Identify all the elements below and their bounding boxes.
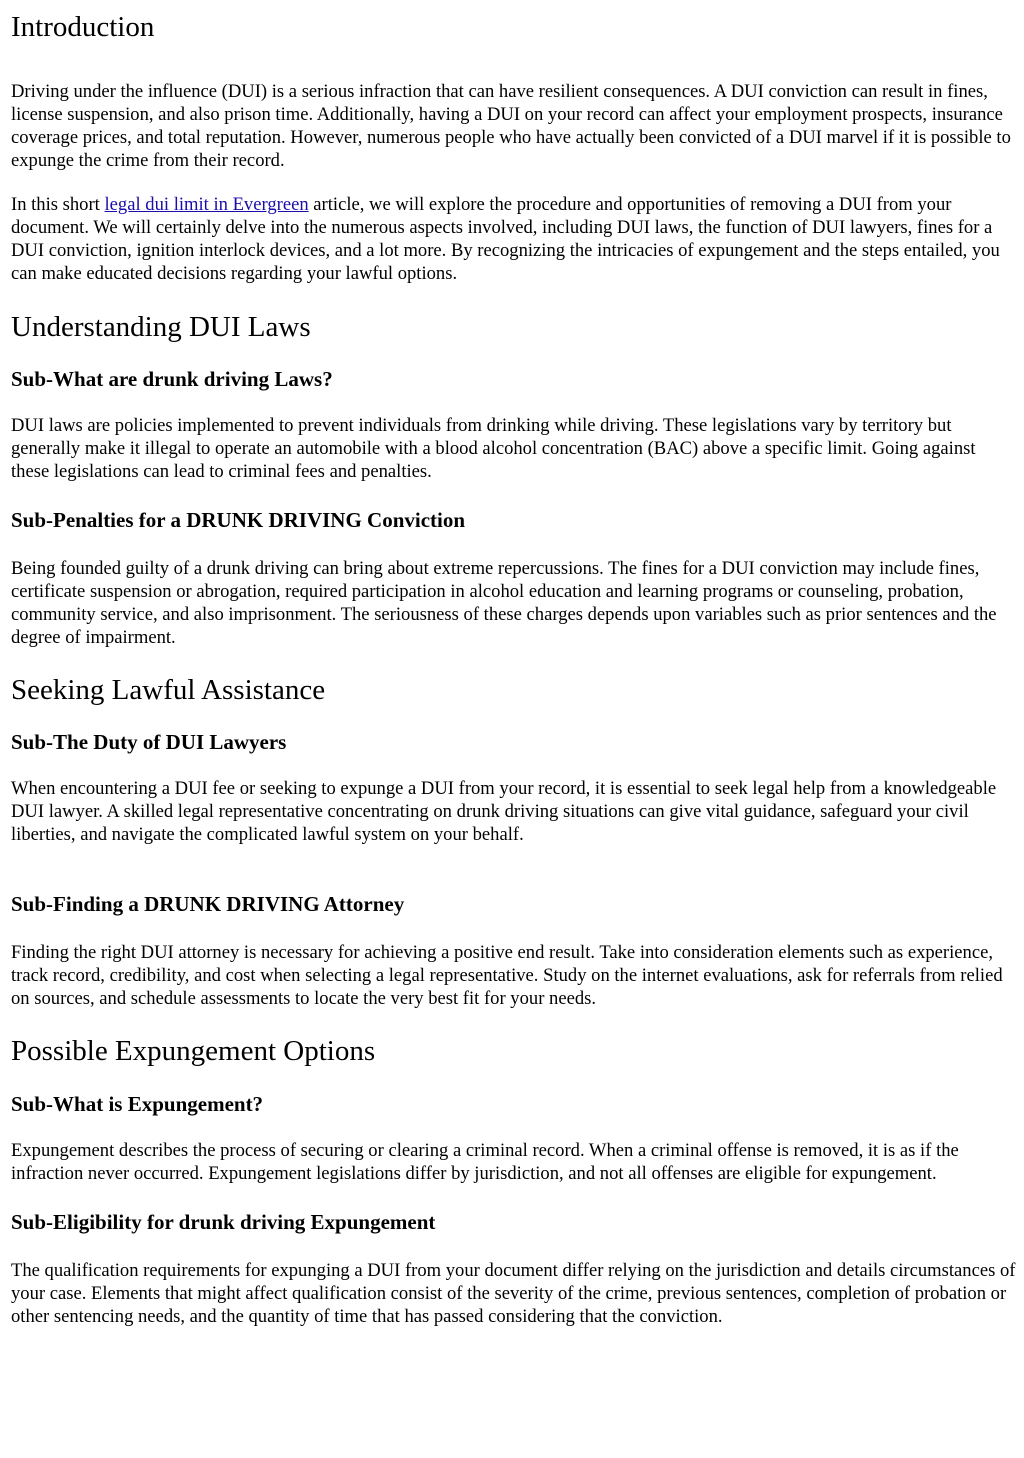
intro-paragraph-1: Driving under the influence (DUI) is a serious infraction that can have resilient consequences. A DUI conviction can result in fines, license suspension, and also prison time. Additionally, having a DUI on your record can affect your employment prospects, insurance coverage prices, and total reputation. However, numerous people who have actually been convicted of a DUI marvel if it is possible to expunge the crime from their record.: [11, 81, 1011, 171]
intro-paragraph-2-start: In this short: [11, 194, 105, 215]
article: [11, 10, 1016, 1328]
subheading-what-are-laws: Sub-What are drunk driving Laws?: [11, 367, 333, 391]
subheading-eligibility: Sub-Eligibility for drunk driving Expungement: [11, 1210, 436, 1234]
laws-paragraph-2: Being founded guilty of a drunk driving can bring about extreme repercussions. The fines for a DUI conviction may include fines, certificate suspension or abrogation, required participation in alcohol education and learning programs or counseling, probation, community service, and also imprisonment. The seriousness of these charges depends upon variables such as prior sentences and the degree of impairment.: [11, 558, 997, 648]
subheading-duty-of-lawyers: Sub-The Duty of DUI Lawyers: [11, 730, 287, 754]
expungement-paragraph-2: The qualification requirements for expunging a DUI from your document differ relying on the jurisdiction and details circumstances of your case. Elements that might affect qualification consist of the severity of the crime, previous sentences, completion of probation or other sentencing needs, and the quantity of time that has passed considering that the conviction.: [11, 1260, 1016, 1327]
heading-understanding-dui-laws: Understanding DUI Laws: [11, 311, 311, 343]
subheading-finding-attorney: Sub-Finding a DRUNK DRIVING Attorney: [11, 892, 405, 916]
heading-expungement-options: Possible Expungement Options: [11, 1035, 376, 1067]
heading-introduction: Introduction: [11, 11, 155, 43]
expungement-paragraph-1: Expungement describes the process of securing or clearing a criminal record. When a criminal offense is removed, it is as if the infraction never occurred. Expungement legislations differ by jurisdiction, and not all offenses are eligible for expungement.: [11, 1140, 959, 1184]
intro-paragraph-2-end: article, we will explore the procedure and opportunities of removing a DUI from your document. We will certainly delve into the numerous aspects involved, including DUI laws, the function of DUI lawyers, fines for a DUI conviction, ignition interlock devices, and a lot more. By recognizing the intricacies of expungement and the steps entailed, you can make educated decisions regarding your lawful options.: [11, 194, 1000, 284]
intro-paragraph-2: [11, 193, 1016, 285]
heading-seeking-assistance: Seeking Lawful Assistance: [11, 674, 326, 706]
subheading-what-is-expungement: Sub-What is Expungement?: [11, 1092, 264, 1116]
legal-dui-limit-link[interactable]: legal dui limit in Evergreen: [104, 194, 309, 215]
subheading-penalties: Sub-Penalties for a DRUNK DRIVING Conviction: [11, 508, 466, 532]
assistance-paragraph-2: Finding the right DUI attorney is necessary for achieving a positive end result. Take into consideration elements such as experience, track record, credibility, and cost when selecting a legal representative. Study on the internet evaluations, ask for referrals from relied on sources, and schedule assessments to locate the very best fit for your needs.: [11, 942, 1003, 1009]
assistance-paragraph-1: When encountering a DUI fee or seeking to expunge a DUI from your record, it is essential to seek legal help from a knowledgeable DUI lawyer. A skilled legal representative concentrating on drunk driving situations can give vital guidance, safeguard your civil liberties, and navigate the complicated lawful system on your behalf.: [11, 778, 997, 845]
laws-paragraph-1: DUI laws are policies implemented to prevent individuals from drinking while driving. These legislations vary by territory but generally make it illegal to operate an automobile with a blood alcohol concentration (BAC) above a specific limit. Going against these legislations can lead to criminal fees and penalties.: [11, 415, 976, 482]
